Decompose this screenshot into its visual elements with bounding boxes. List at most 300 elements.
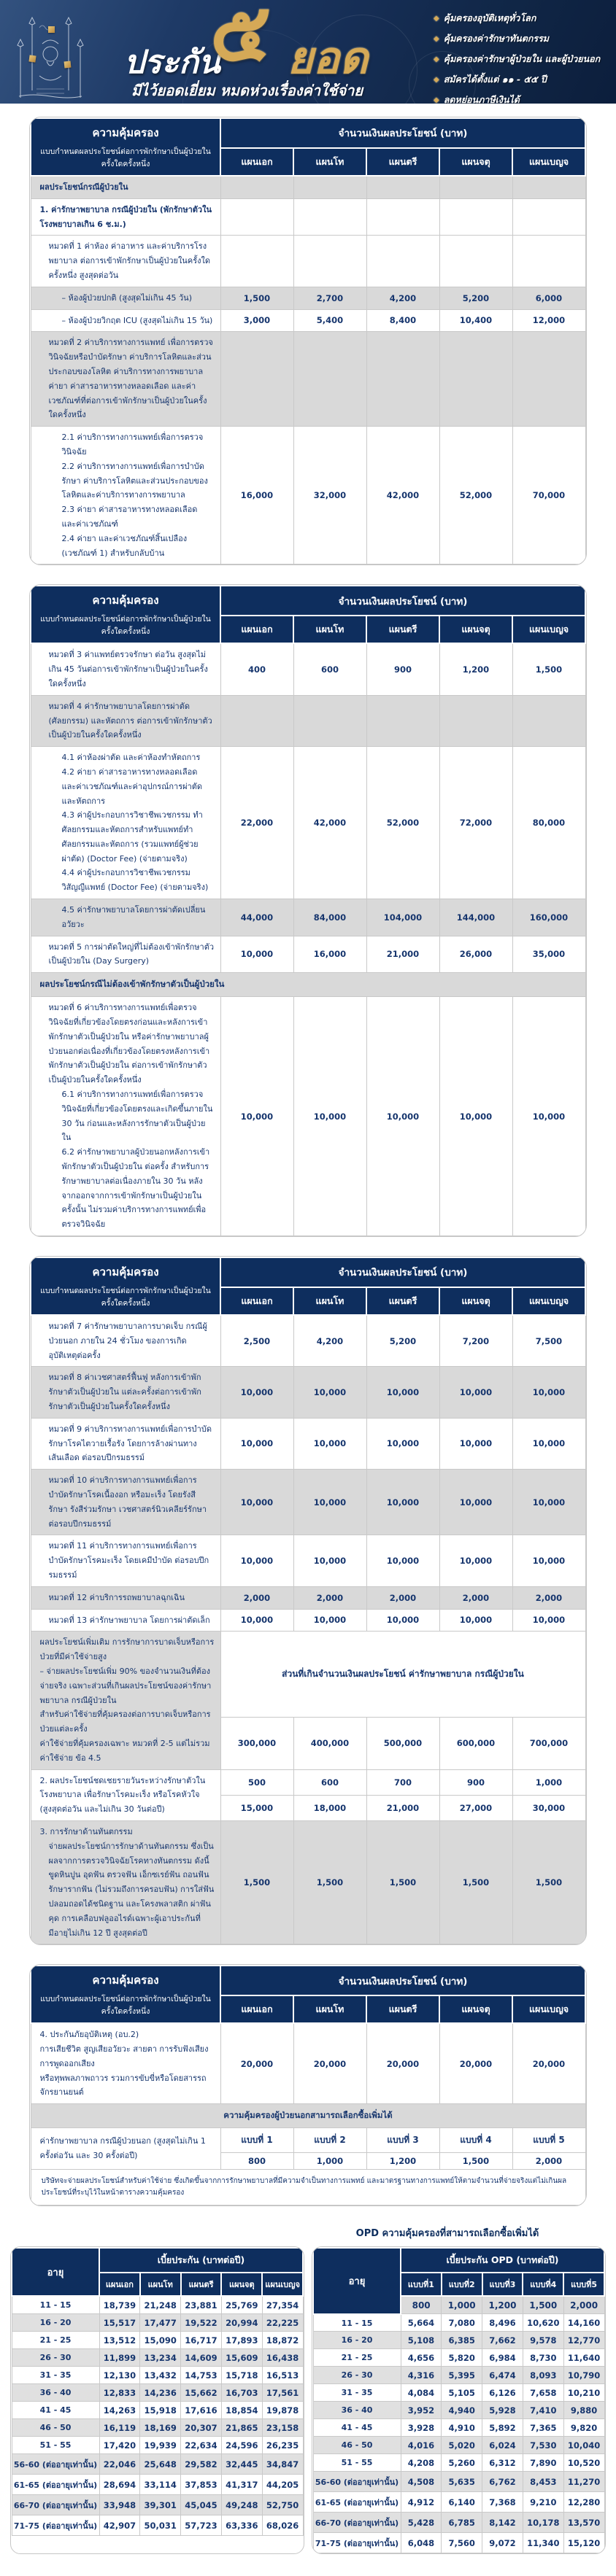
value-cell: 10,000 [366, 1418, 439, 1469]
footnote-row [31, 2170, 585, 2205]
premium-value-cell: 7,080 [442, 2314, 482, 2332]
premium-value-cell: 15,609 [221, 2349, 262, 2367]
premium-value-cell: 5,664 [401, 2314, 442, 2332]
age-header-cell: อายุ [313, 2248, 401, 2314]
premium-value-cell: 14,236 [140, 2384, 181, 2402]
value-cell: 10,000 [439, 1470, 512, 1535]
value-cell: 21,000 [366, 936, 439, 973]
opd-limit-cell: 1,200 [482, 2296, 523, 2314]
section-cell: ความคุ้มครองผู้ป่วยนอกสามารถเลือกซื้อเพิ่มได้ [31, 2104, 585, 2128]
gold-square-icon [48, 26, 55, 33]
premium-value-cell: 17,420 [99, 2437, 140, 2454]
amount-title-cell: จำนวนเงินผลประโยชน์ (บาท) [220, 586, 585, 616]
value-cell [366, 332, 439, 427]
label-line: 4. ประกันภัยอุบัติเหตุ (อบ.2) [39, 2030, 139, 2040]
value-cell: 10,000 [293, 1535, 366, 1586]
plan-header-cell: แผนโท [293, 1287, 366, 1315]
label-line: 3. การรักษาด้านทันตกรรม [39, 1826, 133, 1836]
diamond-icon: ◆ [434, 34, 439, 43]
premium-row [313, 2314, 604, 2332]
premium-row [313, 2472, 604, 2492]
premium-plan-cell: แบบที่4 [523, 2273, 563, 2296]
value-cell: 20,000 [366, 2023, 439, 2103]
premium-value-cell: 5,105 [442, 2384, 482, 2402]
benefit-header-row [31, 118, 585, 148]
label-line: การเสียชีวิต สูญเสียอวัยวะ สายตา การรับฟังเสียง การพูดออกเสียง [39, 2044, 209, 2068]
value-cell: 700,000 [512, 1718, 585, 1769]
plan-header-cell: แผนจตุ [439, 1287, 512, 1315]
value-cell: 7,500 [512, 1315, 585, 1367]
premium-value-cell: 5,428 [401, 2513, 442, 2533]
age-cell: 26 - 30 [313, 2367, 401, 2384]
opd-note: OPD ความคุ้มครองที่สามารถเลือกซื้อเพิ่มได้ [355, 2228, 539, 2240]
value-cell [439, 695, 512, 746]
value-cell: 800 [220, 2153, 293, 2170]
benefit-header-row [31, 1966, 585, 1995]
label-cell [31, 198, 220, 236]
diamond-icon: ◆ [434, 55, 439, 63]
label-line: หมวดที่ 9 ค่าบริการทางการแพทย์เพื่อการบำบัดรักษาโรคไตวายเรื้อรัง โดยการล้างผ่านทางเส้นเลือด ต่อรอบปีกรมธรรม์ [48, 1424, 212, 1463]
value-cell [220, 176, 293, 198]
premium-value-cell: 15,120 [563, 2533, 604, 2553]
label-cell [31, 1820, 220, 1944]
premium-plan-cell: แบบที่2 [442, 2273, 482, 2296]
plan-header-cell: แผนโท [293, 616, 366, 643]
premium-value-cell: 12,280 [563, 2492, 604, 2513]
premium-tables [10, 2246, 606, 2554]
label-line: 4.1 ค่าห้องผ่าตัด และค่าห้องทำหัตถการ [61, 753, 201, 763]
premium-row [313, 2492, 604, 2513]
value-cell: 10,000 [512, 1418, 585, 1469]
benefit-row [31, 198, 585, 236]
benefit-row [31, 236, 585, 287]
opd-limit-cell: 800 [401, 2296, 442, 2314]
label-cell [31, 1769, 220, 1820]
value-cell: 700 [366, 1769, 439, 1795]
value-cell: 1,500 [220, 287, 293, 309]
premium-row [313, 2437, 604, 2454]
opd-limit-cell: 2,000 [563, 2296, 604, 2314]
premium-value-cell: 7,662 [482, 2332, 523, 2349]
premium-row [313, 2513, 604, 2533]
value-cell [366, 236, 439, 287]
age-cell: 41 - 45 [313, 2419, 401, 2437]
value-cell: 10,000 [366, 997, 439, 1236]
label-line: หมวดที่ 1 ค่าห้อง ค่าอาหาร และค่าบริการโรงพยาบาล ต่อการเข้าพักรักษาเป็นผู้ป่วยในครั้งใดครั้งหนึ่ง สูงสุดต่อวัน [48, 241, 210, 280]
value-cell: 2,500 [220, 1315, 293, 1367]
value-cell: 26,000 [439, 936, 512, 973]
coverage-title: ความคุ้มครอง [92, 126, 159, 139]
value-cell: 21,000 [366, 1795, 439, 1820]
premium-value-cell: 13,234 [140, 2349, 181, 2367]
value-cell: 10,000 [512, 1367, 585, 1418]
premium-value-cell: 15,090 [140, 2332, 181, 2349]
age-cell: 16 - 20 [313, 2332, 401, 2349]
value-cell: 10,000 [366, 1609, 439, 1632]
premium-value-cell: 8,730 [523, 2349, 563, 2367]
premium-value-cell: 10,520 [563, 2454, 604, 2472]
subplan-header-cell: แบบที่ 4 [439, 2128, 512, 2153]
premium-value-cell: 17,616 [181, 2402, 222, 2419]
premium-value-cell: 14,263 [99, 2402, 140, 2419]
value-cell: 10,000 [293, 1609, 366, 1632]
premium-value-cell: 11,640 [563, 2349, 604, 2367]
premium-row [313, 2533, 604, 2553]
value-cell: 18,000 [293, 1795, 366, 1820]
benefit-row [31, 1632, 585, 1718]
premium-value-cell: 14,160 [563, 2314, 604, 2332]
label-cell [31, 695, 220, 746]
premium-value-cell: 8,142 [482, 2513, 523, 2533]
benefit-row [31, 332, 585, 427]
premium-value-cell: 4,508 [401, 2472, 442, 2492]
benefit-bullet [434, 31, 607, 46]
value-cell: 10,000 [366, 1367, 439, 1418]
premium-row [12, 2454, 303, 2475]
age-cell: 56-60 (ต่ออายุเท่านั้น) [12, 2454, 99, 2475]
premium-value-cell: 17,477 [140, 2314, 181, 2332]
value-cell: 10,000 [439, 1418, 512, 1469]
label-line: 6.2 ค่ารักษาพยาบาลผู้ป่วยนอกหลังการเข้าพักรักษาตัวเป็นผู้ป่วยใน ต่อครั้ง สำหรับการรักษาพยาบาลต่อเนื่องภายใน 30 วัน หลังจากออกจากการเข้าพักรักษาเป็นผู้ป่วยในครั้งนั้น ไม่รวมค่าบริการทางการแพทย์เพื่อตรวจวินิจฉัย [61, 1147, 210, 1230]
benefit-bullet-list [434, 11, 607, 104]
plan-header-cell: แผนเอก [220, 1995, 293, 2023]
premium-value-cell: 7,560 [442, 2533, 482, 2553]
value-cell: 1,500 [439, 1820, 512, 1944]
value-cell: 1,200 [366, 2153, 439, 2170]
value-cell: 900 [439, 1769, 512, 1795]
label-cell [31, 1535, 220, 1586]
coverage-header-cell [31, 1257, 220, 1315]
premium-value-cell: 3,952 [401, 2402, 442, 2419]
page-title-prefix: ประกัน [124, 44, 220, 81]
age-cell: 21 - 25 [12, 2332, 99, 2349]
premium-value-cell: 6,024 [482, 2437, 523, 2454]
premium-value-cell: 49,248 [221, 2495, 262, 2515]
value-cell [512, 198, 585, 236]
label-cell [31, 176, 220, 198]
premium-row [12, 2367, 303, 2384]
premium-value-cell: 24,596 [221, 2437, 262, 2454]
label-cell [31, 309, 220, 332]
value-cell: 2,000 [366, 1586, 439, 1609]
age-cell: 11 - 15 [313, 2314, 401, 2332]
value-cell: 104,000 [366, 899, 439, 936]
label-line: หมวดที่ 8 ค่าเวชศาสตร์ฟื้นฟู หลังการเข้าพักรักษาตัวเป็นผู้ป่วยใน แต่ละครั้งต่อการเข้าพักรักษาตัวเป็นผู้ป่วยในครั้งใดครั้งหนึ่ง [48, 1373, 201, 1411]
age-cell: 31 - 35 [313, 2384, 401, 2402]
premium-value-cell: 9,880 [563, 2402, 604, 2419]
value-cell: 42,000 [366, 427, 439, 565]
benefit-row [31, 2128, 585, 2153]
premium-value-cell: 22,225 [262, 2314, 303, 2332]
age-cell: 51 - 55 [313, 2454, 401, 2472]
benefit-row [31, 747, 585, 899]
value-cell: 10,000 [366, 1470, 439, 1535]
benefit-row [31, 1315, 585, 1367]
age-header-cell: อายุ [12, 2248, 99, 2296]
label-cell [31, 1586, 220, 1609]
premium-value-cell: 7,530 [523, 2437, 563, 2454]
label-cell [31, 236, 220, 287]
premium-value-cell: 17,893 [221, 2332, 262, 2349]
premium-title-cell: เบี้ยประกัน OPD (บาทต่อปี) [401, 2248, 604, 2273]
amount-title-cell: จำนวนเงินผลประโยชน์ (บาท) [220, 1257, 585, 1287]
premium-value-cell: 14,609 [181, 2349, 222, 2367]
value-cell [220, 198, 293, 236]
premium-row [313, 2384, 604, 2402]
value-cell: 42,000 [293, 747, 366, 899]
subplan-header-cell: แบบที่ 1 [220, 2128, 293, 2153]
value-cell: 1,500 [293, 1820, 366, 1944]
plan-header-cell: แผนตรี [366, 1287, 439, 1315]
premium-value-cell: 11,899 [99, 2349, 140, 2367]
section-cell: ผลประโยชน์กรณีไม่ต้องเข้าพักรักษาตัวเป็นผู้ป่วยใน [31, 973, 585, 997]
premium-value-cell: 7,410 [523, 2402, 563, 2419]
premium-value-cell: 16,513 [262, 2367, 303, 2384]
value-cell: 72,000 [439, 747, 512, 899]
value-cell: 44,000 [220, 899, 293, 936]
premium-header-row [313, 2248, 604, 2273]
premium-table-right [312, 2246, 606, 2554]
bullet-label: ลดหย่อนภาษีเงินได้ [443, 94, 520, 104]
excess-banner-cell: ส่วนที่เกินจำนวนเงินผลประโยชน์ ค่ารักษาพยาบาล กรณีผู้ป่วยใน [220, 1632, 585, 1718]
label-line: หมวดที่ 2 ค่าบริการทางการแพทย์ เพื่อการตรวจวินิจฉัยหรือบำบัดรักษา ค่าบริการโลหิตและส่วนประกอบของโลหิต ค่าบริการทางการพยาบาล ค่ายา ค่าสารอาหารทางหลอดเลือด และค่าเวชภัณฑ์ที่ต่อการเข้าพักรักษาเป็นผู้ป่วยในครั้งใดครั้งหนึ่ง [48, 338, 213, 420]
label-line: 2.1 ค่าบริการทางการแพทย์เพื่อการตรวจวินิจฉัย [61, 432, 204, 457]
premium-value-cell: 42,907 [99, 2515, 140, 2536]
label-cell [31, 747, 220, 899]
opd-note-row [29, 2225, 587, 2241]
benefit-bullet [434, 52, 607, 66]
value-cell [366, 198, 439, 236]
subplan-header-cell: แบบที่ 5 [512, 2128, 585, 2153]
value-cell: 600,000 [439, 1718, 512, 1769]
premium-value-cell: 10,178 [523, 2513, 563, 2533]
value-cell [439, 236, 512, 287]
value-cell: 5,200 [366, 1315, 439, 1367]
premium-value-cell: 7,658 [523, 2384, 563, 2402]
value-cell: 2,000 [220, 1586, 293, 1609]
value-cell: 600 [293, 643, 366, 695]
age-cell: 66-70 (ต่ออายุเท่านั้น) [313, 2513, 401, 2533]
value-cell: 12,000 [512, 309, 585, 332]
premium-value-cell: 8,496 [482, 2314, 523, 2332]
value-cell: 6,000 [512, 287, 585, 309]
premium-value-cell: 32,445 [221, 2454, 262, 2475]
premium-value-cell: 9,820 [563, 2419, 604, 2437]
diamond-icon: ◆ [434, 96, 439, 104]
label-cell [31, 1609, 220, 1632]
benefit-row [31, 287, 585, 309]
label-line: (สูงสุดต่อวัน และไม่เกิน 30 วันต่อปี) [39, 1804, 165, 1815]
label-line: ค่ารักษาพยาบาล กรณีผู้ป่วยนอก (สูงสุดไม่เกิน 1 ครั้งต่อวัน และ 30 ครั้งต่อปี) [39, 2136, 206, 2161]
label-line: – ห้องผู้ป่วยปกติ (สูงสุดไม่เกิน 45 วัน) [61, 292, 192, 303]
bullet-label: สมัครได้ตั้งแต่ ๑๑ - ๕๕ ปี [443, 74, 547, 85]
premium-value-cell: 5,928 [482, 2402, 523, 2419]
age-cell: 61-65 (ต่ออายุเท่านั้น) [313, 2492, 401, 2513]
value-cell: 10,000 [366, 1535, 439, 1586]
premium-row [12, 2296, 303, 2314]
premium-value-cell: 7,890 [523, 2454, 563, 2472]
plan-header-cell: แผนเอก [220, 1287, 293, 1315]
value-cell: 900 [366, 643, 439, 695]
plan-header-cell: แผนจตุ [439, 1995, 512, 2023]
label-line: หมวดที่ 4 ค่ารักษาพยาบาลโดยการผ่าตัด (ศัลยกรรม) และหัตถการ ต่อการเข้าพักรักษาตัวเป็นผู้ป่วยในครั้งใดครั้งหนึ่ง [48, 701, 212, 740]
premium-row [12, 2515, 303, 2536]
premium-value-cell: 19,939 [140, 2437, 181, 2454]
value-cell: 10,000 [293, 1418, 366, 1469]
premium-value-cell: 9,210 [523, 2492, 563, 2513]
value-cell [512, 695, 585, 746]
plan-header-cell: แผนเบญจ [512, 1287, 585, 1315]
value-cell: 10,000 [512, 1535, 585, 1586]
label-line: หมวดที่ 6 ค่าบริการทางการแพทย์เพื่อตรวจวินิจฉัยที่เกี่ยวข้องโดยตรงก่อนและหลังการเข้าพักรักษาตัวเป็นผู้ป่วยใน หรือค่ารักษาพยาบาลผู้ป่วยนอกต่อเนื่องที่เกี่ยวข้องโดยตรงหลังการเข้าพักรักษาตัวเป็นผู้ป่วยใน ต่อการเข้าพักรักษาตัวเป็นผู้ป่วยในครั้งใดครั้งหนึ่ง [48, 1003, 210, 1085]
value-cell: 10,000 [220, 1609, 293, 1632]
label-line: 4.5 ค่ารักษาพยาบาลโดยการผ่าตัดเปลี่ยนอวัยวะ [61, 905, 206, 929]
value-cell: 70,000 [512, 427, 585, 565]
label-line: หมวดที่ 3 ค่าแพทย์ตรวจรักษา ต่อวัน สูงสุดไม่เกิน 45 วันต่อการเข้าพักรักษาเป็นผู้ป่วยในครั้งใดครั้งหนึ่ง [48, 650, 208, 688]
benefit-row [31, 997, 585, 1236]
value-cell: 27,000 [439, 1795, 512, 1820]
value-cell: 52,000 [366, 747, 439, 899]
age-cell: 66-70 (ต่ออายุเท่านั้น) [12, 2495, 99, 2515]
premium-value-cell: 25,648 [140, 2454, 181, 2475]
benefit-table-4 [29, 1964, 587, 2206]
premium-value-cell: 11,270 [563, 2472, 604, 2492]
label-line: หรือทุพพลภาพถาวร รวมการขับขี่หรือโดยสารรถจักรยานยนต์ [39, 2073, 207, 2098]
amount-title-cell: จำนวนเงินผลประโยชน์ (บาท) [220, 1966, 585, 1995]
premium-row [12, 2495, 303, 2515]
premium-value-cell: 5,892 [482, 2419, 523, 2437]
premium-value-cell: 8,453 [523, 2472, 563, 2492]
premium-value-cell: 57,723 [181, 2515, 222, 2536]
benefit-row [31, 1470, 585, 1535]
value-cell: 1,500 [220, 1820, 293, 1944]
value-cell: 20,000 [439, 2023, 512, 2103]
premium-value-cell: 6,785 [442, 2513, 482, 2533]
premium-value-cell: 22,046 [99, 2454, 140, 2475]
premium-value-cell: 5,020 [442, 2437, 482, 2454]
benefit-row [31, 176, 585, 198]
benefit-row [31, 1609, 585, 1632]
label-cell [31, 936, 220, 973]
value-cell: 20,000 [512, 2023, 585, 2103]
premium-value-cell: 11,340 [523, 2533, 563, 2553]
value-cell: 16,000 [293, 936, 366, 973]
premium-value-cell: 10,210 [563, 2384, 604, 2402]
premium-value-cell: 39,301 [140, 2495, 181, 2515]
label-line: – จ่ายผลประโยชน์เพิ่ม 90% ของจำนวนเงินที่ต้องจ่ายจริง เฉพาะส่วนที่เกินผลประโยชน์ของค่ารักษาพยาบาล กรณีผู้ป่วยใน [39, 1666, 212, 1705]
benefit-table-3 [29, 1256, 587, 1945]
benefit-row [31, 936, 585, 973]
value-cell: 400,000 [293, 1718, 366, 1769]
value-cell: 84,000 [293, 899, 366, 936]
value-cell: 1,200 [439, 643, 512, 695]
label-cell [31, 427, 220, 565]
label-cell [31, 899, 220, 936]
premium-table-left [10, 2246, 304, 2554]
value-cell: 300,000 [220, 1718, 293, 1769]
premium-value-cell: 27,354 [262, 2296, 303, 2314]
premium-row [313, 2454, 604, 2472]
label-line: หมวดที่ 12 ค่าบริการรถพยาบาลฉุกเฉิน [48, 1592, 185, 1602]
coverage-header-cell [31, 118, 220, 176]
premium-value-cell: 3,928 [401, 2419, 442, 2437]
premium-value-cell: 4,316 [401, 2367, 442, 2384]
premium-value-cell: 19,878 [262, 2402, 303, 2419]
premium-value-cell: 18,169 [140, 2419, 181, 2437]
premium-value-cell: 34,847 [262, 2454, 303, 2475]
value-cell: 4,200 [293, 1315, 366, 1367]
premium-row [313, 2332, 604, 2349]
value-cell [220, 695, 293, 746]
premium-value-cell: 6,140 [442, 2492, 482, 2513]
premium-value-cell: 6,126 [482, 2384, 523, 2402]
value-cell [220, 236, 293, 287]
header-banner [0, 0, 616, 104]
age-cell: 16 - 20 [12, 2314, 99, 2332]
label-line: ค่าใช้จ่ายที่คุ้มครองเฉพาะ หมวดที่ 2-5 แต่ไม่รวมค่าใช้จ่าย ข้อ 4.5 [39, 1738, 210, 1763]
benefit-row [31, 1418, 585, 1469]
premium-value-cell: 8,093 [523, 2367, 563, 2384]
benefit-table-2 [29, 584, 587, 1237]
premium-value-cell: 21,865 [221, 2419, 262, 2437]
premium-plan-cell: แบบที่1 [401, 2273, 442, 2296]
premium-value-cell: 18,872 [262, 2332, 303, 2349]
age-cell: 71-75 (ต่ออายุเท่านั้น) [12, 2515, 99, 2536]
diamond-icon: ◆ [434, 75, 439, 84]
premium-value-cell: 10,620 [523, 2314, 563, 2332]
premium-value-cell: 19,522 [181, 2314, 222, 2332]
value-cell: 30,000 [512, 1795, 585, 1820]
value-cell: 160,000 [512, 899, 585, 936]
value-cell: 10,000 [220, 1470, 293, 1535]
value-cell: 600 [293, 1769, 366, 1795]
value-cell: 2,000 [512, 2153, 585, 2170]
coverage-subtitle: แบบกำหนดผลประโยชน์ต่อการพักรักษาเป็นผู้ป่วยในครั้งใดครั้งหนึ่ง [40, 147, 211, 168]
plan-header-cell: แผนจตุ [439, 616, 512, 643]
spacer [29, 2225, 308, 2241]
value-cell: 10,400 [439, 309, 512, 332]
value-cell [512, 176, 585, 198]
label-cell [31, 1632, 220, 1769]
value-cell [293, 236, 366, 287]
value-cell: 10,000 [220, 936, 293, 973]
premium-plan-cell: แผนโท [140, 2273, 181, 2296]
value-cell: 10,000 [220, 1367, 293, 1418]
plan-header-cell: แผนเบญจ [512, 616, 585, 643]
premium-value-cell: 26,235 [262, 2437, 303, 2454]
coverage-title: ความคุ้มครอง [92, 1265, 159, 1279]
value-cell: 500 [220, 1769, 293, 1795]
premium-value-cell: 4,208 [401, 2454, 442, 2472]
premium-value-cell: 7,368 [482, 2492, 523, 2513]
premium-value-cell: 21,248 [140, 2296, 181, 2314]
benefit-row [31, 643, 585, 695]
plan-header-cell: แผนตรี [366, 1995, 439, 2023]
value-cell [293, 198, 366, 236]
premium-row [12, 2402, 303, 2419]
benefit-row [31, 1535, 585, 1586]
value-cell [439, 198, 512, 236]
age-cell: 36 - 40 [313, 2402, 401, 2419]
premium-value-cell: 10,790 [563, 2367, 604, 2384]
value-cell: 1,500 [366, 1820, 439, 1944]
amount-title-cell: จำนวนเงินผลประโยชน์ (บาท) [220, 118, 585, 148]
label-line: ผลประโยชน์เพิ่มเติม การรักษาการบาดเจ็บหรือการป่วยที่มีค่าใช้จ่ายสูง [39, 1637, 215, 1662]
value-cell: 2,000 [512, 1586, 585, 1609]
age-cell: 46 - 50 [313, 2437, 401, 2454]
coverage-header-cell [31, 1966, 220, 2023]
premium-value-cell: 50,031 [140, 2515, 181, 2536]
